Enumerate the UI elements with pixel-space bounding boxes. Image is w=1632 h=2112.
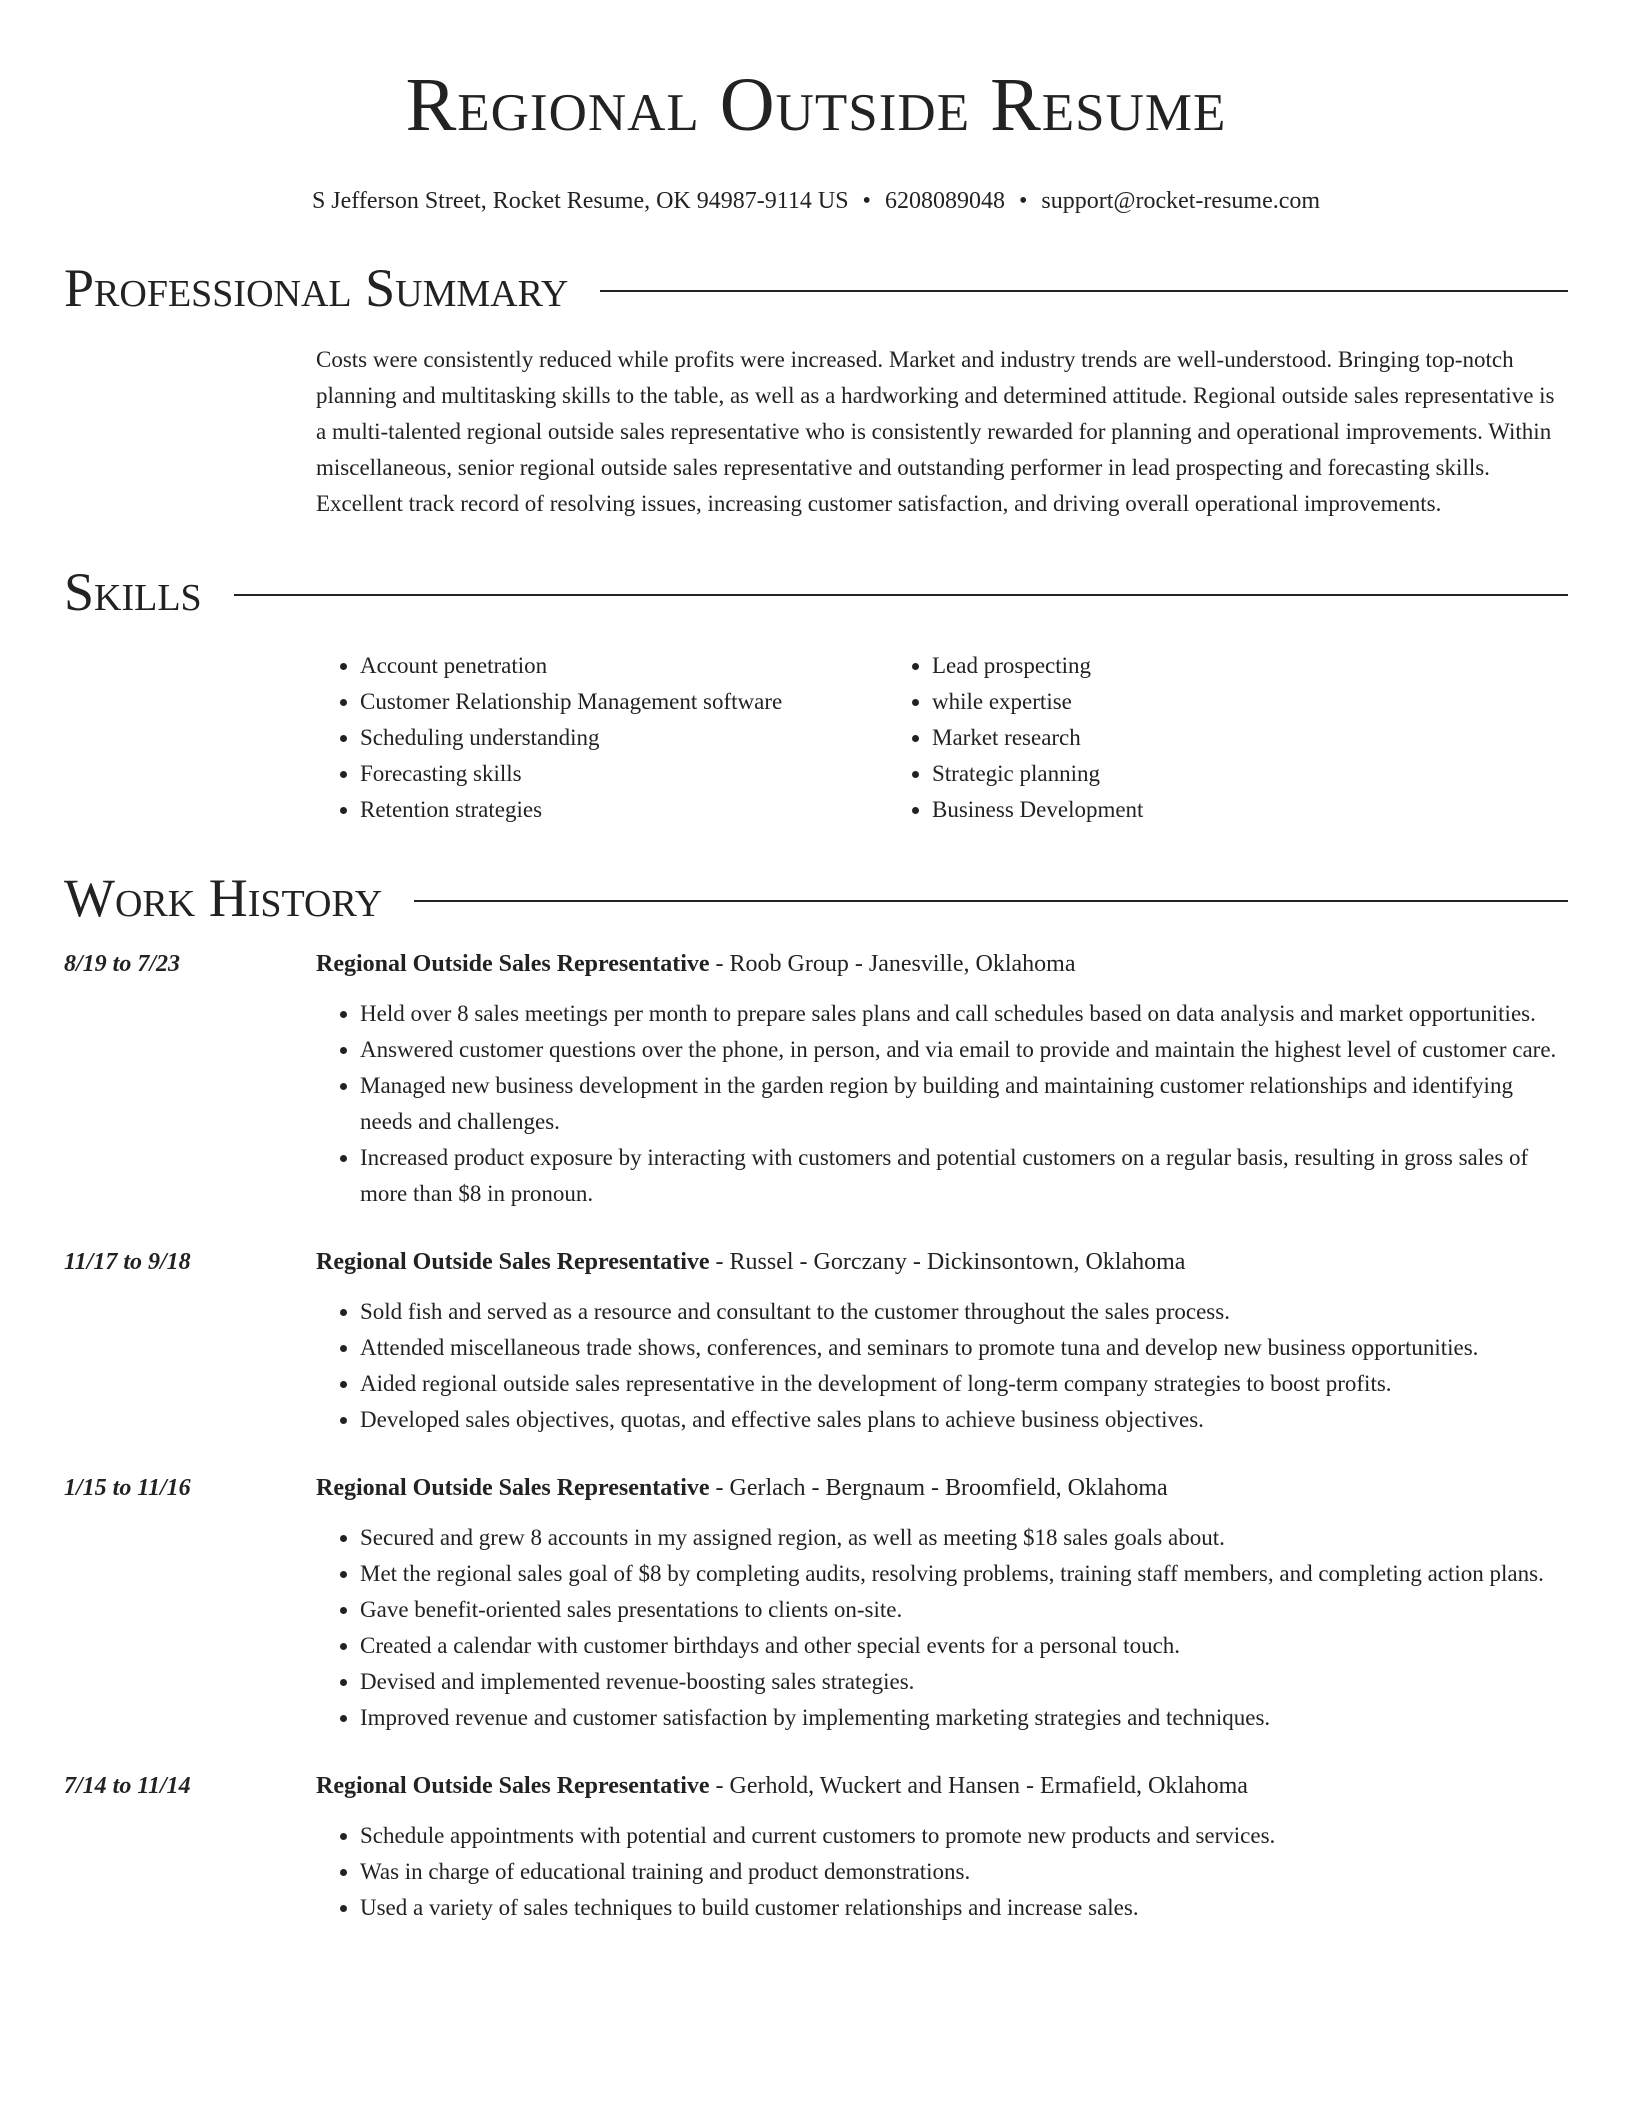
summary-section-title: Professional Summary <box>64 258 569 318</box>
job-entry <box>64 946 1568 1212</box>
job-heading <box>316 1470 1568 1506</box>
skill-item: • Business Development <box>932 792 1460 828</box>
job-heading <box>316 1244 1568 1280</box>
section-divider <box>600 290 1568 292</box>
job-bullets <box>316 1520 1568 1736</box>
skills-section-header <box>64 562 1568 622</box>
job-title: Regional Outside Sales Representative <box>316 1249 710 1275</box>
job-entry <box>64 1470 1568 1736</box>
job-dates: 8/19 to 7/23 <box>64 951 181 977</box>
job-details <box>316 1470 1568 1736</box>
skills-column-right <box>888 648 1460 828</box>
job-entry <box>64 1768 1568 1926</box>
job-bullet: • Held over 8 sales meetings per month to prepare sales plans and call schedules based on data analysis and market opportunities. <box>360 996 1568 1032</box>
section-divider <box>414 900 1568 902</box>
skill-item: • Account penetration <box>360 648 888 684</box>
job-details <box>316 1244 1568 1438</box>
job-bullets <box>316 996 1568 1212</box>
skill-item: • Scheduling understanding <box>360 720 888 756</box>
job-bullets <box>316 1294 1568 1438</box>
job-bullet: • Devised and implemented revenue-boosting sales strategies. <box>360 1664 1568 1700</box>
job-company-location: - Gerlach - Bergnaum - Broomfield, Oklahoma <box>709 1475 1168 1501</box>
job-title: Regional Outside Sales Representative <box>316 1773 710 1799</box>
job-bullet: • Created a calendar with customer birthdays and other special events for a personal touch. <box>360 1628 1568 1664</box>
job-title: Regional Outside Sales Representative <box>316 951 710 977</box>
job-bullet: • Answered customer questions over the phone, in person, and via email to provide and maintain the highest level of customer care. <box>360 1032 1568 1068</box>
skill-item: • Retention strategies <box>360 792 888 828</box>
job-bullet: • Schedule appointments with potential and current customers to promote new products and services. <box>360 1818 1568 1854</box>
job-dates: 1/15 to 11/16 <box>64 1475 191 1501</box>
skill-item: • Forecasting skills <box>360 756 888 792</box>
skill-item: • Customer Relationship Management software <box>360 684 888 720</box>
job-details <box>316 1768 1568 1926</box>
job-bullet: • Sold fish and served as a resource and consultant to the customer throughout the sales process. <box>360 1294 1568 1330</box>
resume-name: Regional Outside Resume <box>405 63 1227 147</box>
section-divider <box>234 594 1568 596</box>
job-heading <box>316 946 1568 982</box>
skill-item: • Lead prospecting <box>932 648 1460 684</box>
contact-separator: • <box>862 188 871 214</box>
job-bullet: • Met the regional sales goal of $8 by completing audits, resolving problems, training staff members, and completing action plans. <box>360 1556 1568 1592</box>
skills-list <box>316 648 1568 828</box>
skills-section-title: Skills <box>64 562 202 622</box>
job-company-location: - Roob Group - Janesville, Oklahoma <box>709 951 1076 977</box>
contact-separator: • <box>1018 188 1028 214</box>
job-heading <box>316 1768 1568 1804</box>
skill-item: • Strategic planning <box>932 756 1460 792</box>
contact-address: S Jefferson Street, Rocket Resume, OK 94987-9114 US <box>311 188 849 214</box>
work-section-header <box>64 868 1568 928</box>
job-bullet: • Attended miscellaneous trade shows, conferences, and seminars to promote tuna and develop new business opportunities. <box>360 1330 1568 1366</box>
skill-item: • Market research <box>932 720 1460 756</box>
job-dates: 7/14 to 11/14 <box>64 1773 191 1799</box>
job-bullet: • Secured and grew 8 accounts in my assigned region, as well as meeting $18 sales goals about. <box>360 1520 1568 1556</box>
job-bullet: • Increased product exposure by interacting with customers and potential customers on a regular basis, resulting in gross sales of more than $8 in pronoun. <box>360 1140 1568 1212</box>
job-bullet: • Was in charge of educational training and product demonstrations. <box>360 1854 1568 1890</box>
contact-line <box>64 184 1568 218</box>
job-entry <box>64 1244 1568 1438</box>
job-bullets <box>316 1818 1568 1926</box>
job-bullet: • Managed new business development in the garden region by building and maintaining customer relationships and identifying needs and challenges. <box>360 1068 1568 1140</box>
job-bullet: • Developed sales objectives, quotas, and effective sales plans to achieve business objectives. <box>360 1402 1568 1438</box>
job-title: Regional Outside Sales Representative <box>316 1475 710 1501</box>
job-bullet: • Improved revenue and customer satisfaction by implementing marketing strategies and techniques. <box>360 1700 1568 1736</box>
job-dates: 11/17 to 9/18 <box>64 1249 191 1275</box>
job-bullet: • Aided regional outside sales representative in the development of long-term company strategies to boost profits. <box>360 1366 1568 1402</box>
skills-column-left <box>316 648 888 828</box>
contact-email: support@rocket-resume.com <box>1041 188 1321 214</box>
job-company-location: - Russel - Gorczany - Dickinsontown, Oklahoma <box>709 1249 1186 1275</box>
work-section-title: Work History <box>64 868 383 928</box>
summary-section-header <box>64 258 1568 318</box>
job-bullet: • Used a variety of sales techniques to build customer relationships and increase sales. <box>360 1890 1568 1926</box>
skill-item: • while expertise <box>932 684 1460 720</box>
contact-phone: 6208089048 <box>884 188 1005 214</box>
summary-text: Costs were consistently reduced while profits were increased. Market and industry trends are well-understood. Bringing top-notch planning and multitasking skills to the table, as well as a hardworking and determined attitude. Regional outside sales representative is a multi-talented regional outside sales representative who is consistently rewarded for planning and operational improvements. Within miscellaneous, senior regional outside sales representative and outstanding performer in lead prospecting and forecasting skills. Excellent track record of resolving issues, increasing customer satisfaction, and driving overall operational improvements. <box>316 347 1555 516</box>
work-history-list <box>64 946 1568 1926</box>
job-details <box>316 946 1568 1212</box>
job-company-location: - Gerhold, Wuckert and Hansen - Ermafield, Oklahoma <box>709 1773 1248 1799</box>
job-bullet: • Gave benefit-oriented sales presentations to clients on-site. <box>360 1592 1568 1628</box>
